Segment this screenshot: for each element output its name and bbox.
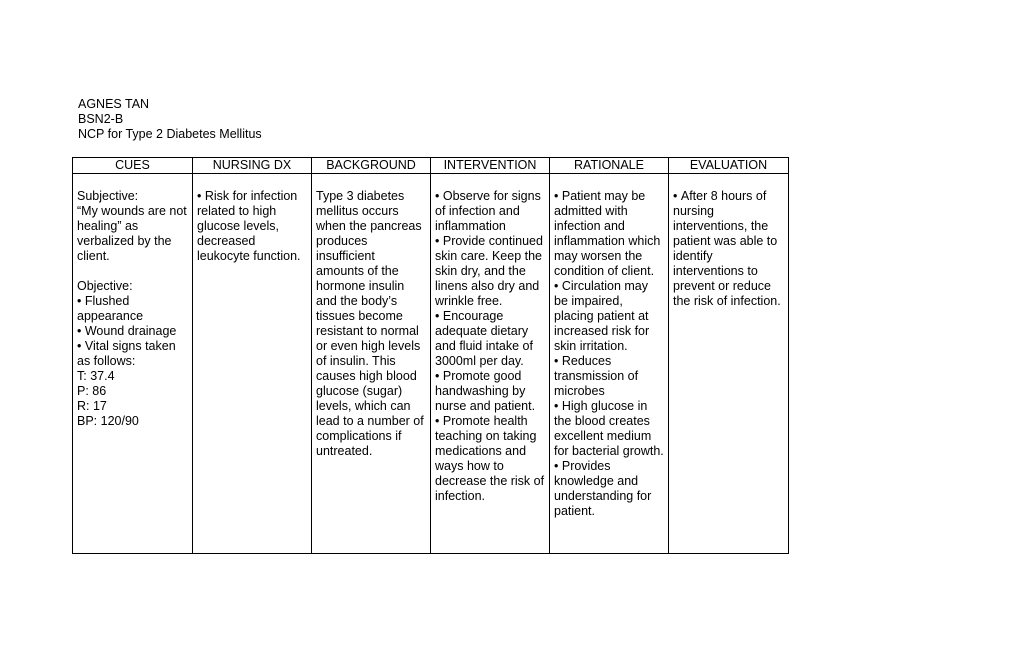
- objective-item: • Flushed appearance: [77, 294, 188, 324]
- student-section: BSN2-B: [78, 112, 124, 126]
- objective-label: Objective:: [77, 279, 133, 293]
- intervention-item: • Observe for signs of infection and inflammation: [435, 189, 545, 234]
- intervention-cell: [431, 174, 550, 554]
- evaluation-cell: [669, 174, 789, 554]
- rationale-cell: [550, 174, 669, 554]
- column-header-background: BACKGROUND: [312, 158, 431, 174]
- objective-item: • Wound drainage: [77, 324, 188, 339]
- document-title: NCP for Type 2 Diabetes Mellitus: [78, 127, 262, 141]
- table-row: [73, 174, 789, 554]
- table-header-row: [73, 158, 789, 174]
- subjective-text: “My wounds are not healing” as verbalized by the client.: [77, 204, 187, 263]
- intervention-item: • Promote good handwashing by nurse and patient.: [435, 369, 545, 414]
- rationale-item: • Reduces transmission of microbes: [554, 354, 664, 399]
- background-cell: [312, 174, 431, 554]
- intervention-item: • Encourage adequate dietary and fluid intake of 3000ml per day.: [435, 309, 545, 369]
- nursing-care-plan-table: [72, 157, 789, 554]
- background-text: Type 3 diabetes mellitus occurs when the pancreas produces insufficient amounts of the hormone insulin and the body’s tissues become resistant to normal or even high levels of insulin. This causes high blood glucose (sugar) levels, which can lead to a number of complications if untreated.: [316, 189, 424, 458]
- subjective-label: Subjective:: [77, 189, 139, 203]
- intervention-item: • Promote health teaching on taking medications and ways how to decrease the risk of infection.: [435, 414, 545, 504]
- vital-sign-respiration: R: 17: [77, 399, 107, 413]
- rationale-item: • High glucose in the blood creates excellent medium for bacterial growth.: [554, 399, 664, 459]
- nursing-dx-cell: [193, 174, 312, 554]
- column-header-evaluation: EVALUATION: [669, 158, 789, 174]
- student-name: AGNES TAN: [78, 97, 150, 111]
- rationale-item: • Patient may be admitted with infection and inflammation which may worsen the condition of client.: [554, 189, 664, 279]
- document-header: [78, 97, 262, 142]
- objective-item: • Vital signs taken as follows:: [77, 339, 188, 369]
- vital-sign-pulse: P: 86: [77, 384, 107, 398]
- nursing-diagnosis-item: • Risk for infection related to high glucose levels, decreased leukocyte function.: [197, 189, 307, 264]
- vital-sign-blood-pressure: BP: 120/90: [77, 414, 139, 428]
- column-header-intervention: INTERVENTION: [431, 158, 550, 174]
- cues-cell: [73, 174, 193, 554]
- rationale-item: • Provides knowledge and understanding for patient.: [554, 459, 664, 519]
- column-header-nursing-dx: NURSING DX: [193, 158, 312, 174]
- column-header-rationale: RATIONALE: [550, 158, 669, 174]
- evaluation-item: • After 8 hours of nursing interventions, the patient was able to identify interventions to prevent or reduce the risk of infection.: [673, 189, 784, 309]
- intervention-item: • Provide continued skin care. Keep the skin dry, and the linens also dry and wrinkle free.: [435, 234, 545, 309]
- column-header-cues: CUES: [73, 158, 193, 174]
- rationale-item: • Circulation may be impaired, placing patient at increased risk for skin irritation.: [554, 279, 664, 354]
- vital-sign-temperature: T: 37.4: [77, 369, 115, 383]
